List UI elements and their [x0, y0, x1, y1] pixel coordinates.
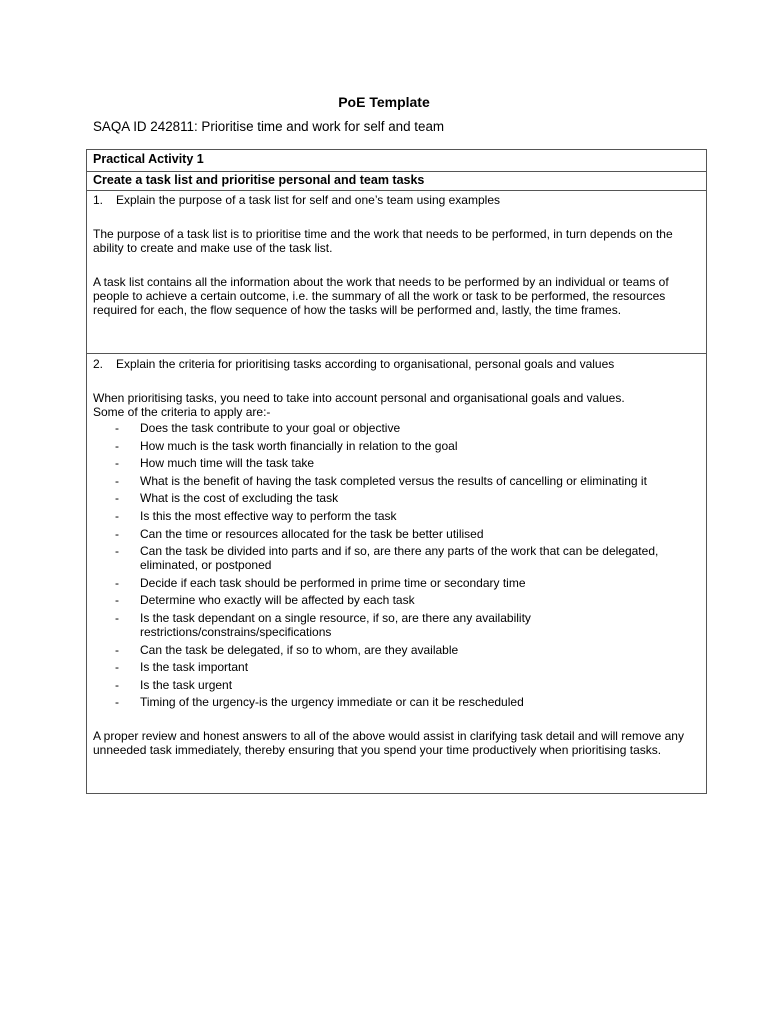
criteria-dash: -: [115, 610, 119, 625]
criteria-text: Determine who exactly will be affected by each task: [140, 593, 415, 608]
criteria-item: [93, 509, 700, 523]
question-1-text: Explain the purpose of a task list for self and one’s team using examples: [116, 193, 500, 207]
question-1-cell: [87, 191, 707, 354]
question-1-row: [87, 191, 707, 354]
criteria-dash: -: [115, 677, 119, 692]
criteria-item: [93, 695, 700, 709]
activity-heading: Create a task list and prioritise personal and team tasks: [87, 172, 707, 191]
question-2-cell: [87, 354, 707, 794]
question-2-number: 2.: [93, 357, 104, 371]
criteria-dash: -: [115, 544, 119, 559]
criteria-text: Can the time or resources allocated for the task be better utilised: [140, 526, 484, 541]
criteria-item: [93, 611, 700, 639]
activity-heading-row: [87, 172, 707, 191]
criteria-item: [93, 421, 700, 435]
answer-1-paragraph-2: A task list contains all the information about the work that needs to be performed by an individual or teams of people to achieve a certain outcome, i.e. the summary of all the work or task to be performed, the resources required for each, the flow sequence of how the tasks will be performed and, lastly, the time frames.: [93, 275, 669, 317]
criteria-dash: -: [115, 526, 119, 541]
criteria-list: [93, 421, 700, 709]
criteria-text: Is the task important: [140, 660, 249, 675]
question-2-row: [87, 354, 707, 794]
criteria-dash: -: [115, 642, 119, 657]
criteria-dash: -: [115, 575, 119, 590]
criteria-text: Is the task dependant on a single resource, if so, are there any availability restrictions/constrains/specifications: [140, 610, 531, 639]
criteria-text: Is this the most effective way to perform the task: [140, 508, 397, 523]
page-subtitle: SAQA ID 242811: Prioritise time and work for self and team: [93, 119, 445, 134]
criteria-dash: -: [115, 695, 119, 710]
criteria-dash: -: [115, 438, 119, 453]
criteria-dash: -: [115, 593, 119, 608]
activity-table: [86, 149, 707, 794]
criteria-text: What is the cost of excluding the task: [140, 491, 339, 506]
criteria-text: Does the task contribute to your goal or objective: [140, 421, 401, 435]
criteria-item: [93, 593, 700, 607]
answer-2-closing: A proper review and honest answers to all of the above would assist in clarifying task detail and will remove any unneeded task immediately, thereby ensuring that you spend your time productively when prioritising tasks.: [93, 729, 684, 758]
criteria-dash: -: [115, 660, 119, 675]
criteria-dash: -: [115, 491, 119, 506]
criteria-dash: -: [115, 421, 119, 435]
answer-2-intro-1: When prioritising tasks, you need to take into account personal and organisational goals and values.: [93, 391, 625, 405]
criteria-item: [93, 544, 700, 572]
criteria-item: [93, 576, 700, 590]
criteria-item: [93, 643, 700, 657]
question-1-number: 1.: [93, 193, 104, 207]
criteria-item: [93, 491, 700, 505]
criteria-text: How much time will the task take: [140, 456, 315, 471]
criteria-text: Can the task be divided into parts and if so, are there any parts of the work that can be delegated, eliminated, or postponed: [140, 544, 659, 573]
answer-1-paragraph-1: The purpose of a task list is to prioritise time and the work that needs to be performed, in turn depends on the ability to create and make use of the task list.: [93, 227, 673, 255]
criteria-dash: -: [115, 508, 119, 523]
answer-2-intro-2: Some of the criteria to apply are:-: [93, 405, 271, 419]
question-1: [93, 193, 700, 207]
criteria-item: [93, 527, 700, 541]
criteria-text: Is the task urgent: [140, 677, 233, 692]
question-2: [93, 357, 700, 371]
criteria-dash: -: [115, 456, 119, 471]
criteria-dash: -: [115, 473, 119, 488]
criteria-text: Timing of the urgency-is the urgency immediate or can it be rescheduled: [140, 695, 524, 710]
criteria-text: What is the benefit of having the task completed versus the results of cancelling or eliminating it: [140, 473, 647, 488]
criteria-text: How much is the task worth financially in relation to the goal: [140, 438, 458, 453]
page-title: PoE Template: [338, 94, 430, 110]
criteria-item: [93, 456, 700, 470]
criteria-item: [93, 474, 700, 488]
criteria-item: [93, 660, 700, 674]
question-2-text: Explain the criteria for prioritising tasks according to organisational, personal goals and values: [116, 357, 615, 371]
criteria-text: Can the task be delegated, if so to whom, are they available: [140, 642, 459, 657]
criteria-item: [93, 439, 700, 453]
activity-title-row: [87, 150, 707, 172]
criteria-item: [93, 678, 700, 692]
activity-title: Practical Activity 1: [87, 150, 707, 172]
criteria-text: Decide if each task should be performed in prime time or secondary time: [140, 575, 526, 590]
